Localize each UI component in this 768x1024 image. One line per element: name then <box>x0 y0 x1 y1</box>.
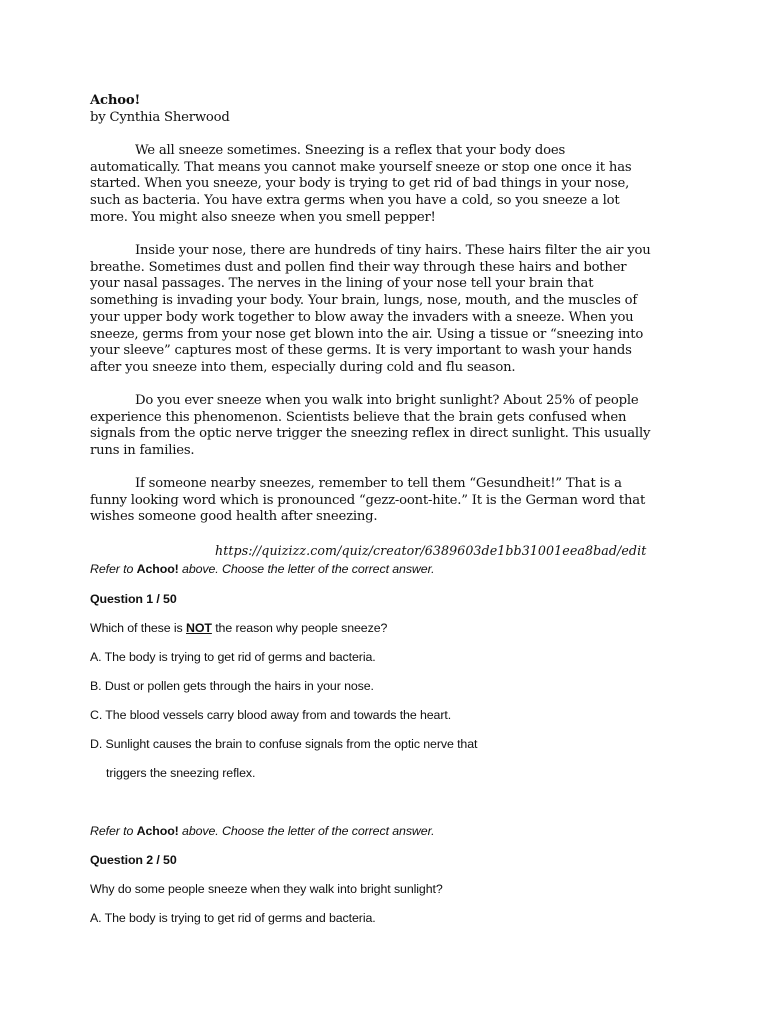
paragraph-line: signals from the optic nerve trigger the sneezing reflex in direct sunlight. This usually <box>90 426 651 442</box>
question-1-option-b: B. Dust or pollen gets through the hairs in your nose. <box>90 679 374 693</box>
paragraph-line: breathe. Sometimes dust and pollen find their way through these hairs and bother <box>90 259 627 275</box>
paragraph-line: We all sneeze sometimes. Sneezing is a reflex that your body does <box>135 143 566 158</box>
question-2-label: Question 2 / 50 <box>90 853 177 867</box>
paragraph-line: Inside your nose, there are hundreds of tiny hairs. These hairs filter the air you <box>135 243 651 258</box>
paragraph-line: something is invading your body. Your brain, lungs, nose, mouth, and the muscles of <box>90 293 638 309</box>
question-1-label: Question 1 / 50 <box>90 592 177 606</box>
paragraph-line: If someone nearby sneezes, remember to tell them “Gesundheit!” That is a <box>135 476 622 491</box>
paragraph-line: your upper body work together to blow away the invaders with a sneeze. When you <box>90 309 634 325</box>
question-1-option-c: C. The blood vessels carry blood away from and towards the heart. <box>90 708 452 722</box>
story-byline: by Cynthia Sherwood <box>90 110 230 125</box>
paragraph-1 <box>90 143 690 227</box>
refer-instruction <box>90 561 690 577</box>
paragraph-line: automatically. That means you cannot make yourself sneeze or stop one once it has <box>90 159 632 175</box>
paragraph-line: such as bacteria. You have extra germs when you have a cold, so you sneeze a lot <box>90 193 620 209</box>
paragraph-line: funny looking word which is pronounced “gezz-oont-hite.” It is the German word that <box>90 492 646 508</box>
paragraph-line: runs in families. <box>90 443 195 459</box>
paragraph-line: your sleeve” captures most of these germs. It is very important to wash your hands <box>90 343 632 359</box>
paragraph-line: Do you ever sneeze when you walk into bright sunlight? About 25% of people <box>135 393 639 408</box>
paragraph-3 <box>90 393 690 460</box>
question-1-option-d-continued: triggers the sneezing reflex. <box>106 766 256 780</box>
refer-suffix: above. Choose the letter of the correct answer. <box>178 824 435 838</box>
paragraph-line: after you sneeze into them, especially during cold and flu season. <box>90 359 516 375</box>
paragraph-4 <box>90 476 690 526</box>
quiz-url: https://quizizz.com/quiz/creator/6389603de1bb31001eea8bad/edit <box>215 543 647 558</box>
refer-suffix: above. Choose the letter of the correct answer. <box>178 562 435 576</box>
refer-title: Achoo! <box>136 562 179 576</box>
paragraph-line: started. When you sneeze, your body is trying to get rid of bad things in your nose, <box>90 176 630 192</box>
question-2-option-a: A. The body is trying to get rid of germs and bacteria. <box>90 911 376 925</box>
paragraph-line: your nasal passages. The nerves in the lining of your nose tell your brain that <box>90 276 594 292</box>
question-2-prompt: Why do some people sneeze when they walk into bright sunlight? <box>90 882 443 896</box>
question-1-option-a: A. The body is trying to get rid of germs and bacteria. <box>90 650 376 664</box>
story-title: Achoo! <box>90 93 141 108</box>
refer-instruction <box>90 823 690 839</box>
refer-prefix: Refer to <box>90 562 137 576</box>
refer-prefix: Refer to <box>90 824 137 838</box>
paragraph-line: sneeze, germs from your nose get blown into the air. Using a tissue or “sneezing into <box>90 326 644 342</box>
paragraph-line: more. You might also sneeze when you smell pepper! <box>90 209 436 225</box>
prompt-emphasis: NOT <box>186 621 212 635</box>
prompt-text: Which of these is <box>90 621 186 635</box>
refer-title: Achoo! <box>136 824 179 838</box>
question-1-prompt <box>90 620 690 636</box>
question-1-option-d: D. Sunlight causes the brain to confuse signals from the optic nerve that <box>90 737 478 751</box>
paragraph-2 <box>90 243 690 377</box>
prompt-text: the reason why people sneeze? <box>211 621 388 635</box>
paragraph-line: experience this phenomenon. Scientists believe that the brain gets confused when <box>90 409 627 425</box>
paragraph-line: wishes someone good health after sneezing. <box>90 509 378 525</box>
